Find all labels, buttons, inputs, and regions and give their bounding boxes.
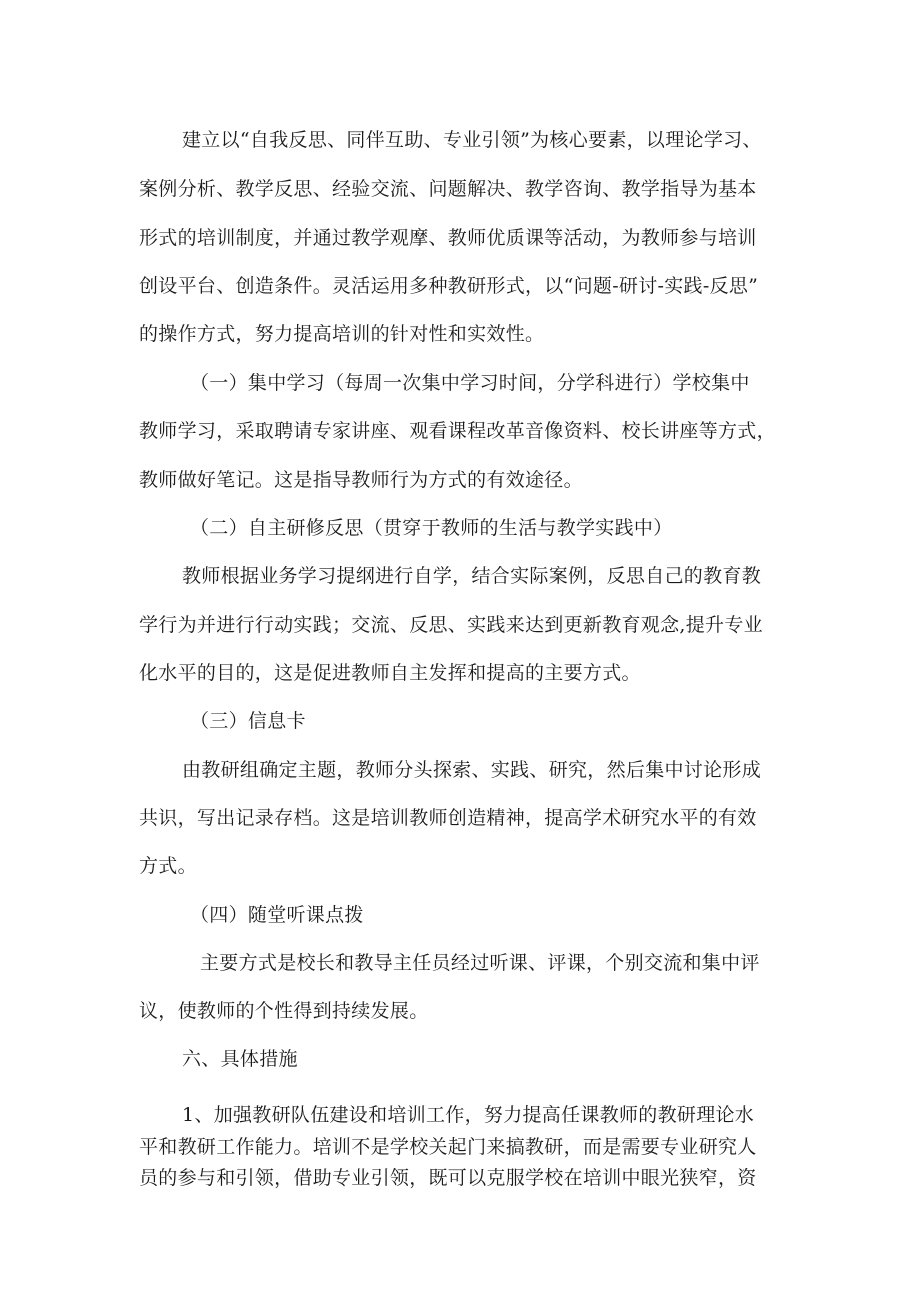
paragraph-line: 案例分析、教学反思、经验交流、问题解决、教学咨询、教学指导为基本 <box>139 178 757 200</box>
paragraph-line: 学行为并进行行动实践；交流、反思、实践来达到更新教育观念,提升专业 <box>139 614 763 636</box>
paragraph-line: 平和教研工作能力。培训不是学校关起门来搞教研，而是需要专业研究人 <box>139 1136 757 1158</box>
section-heading-line: （四）随堂听课点拨 <box>190 904 364 926</box>
paragraph-line: 由教研组确定主题，教师分头探索、实践、研究，然后集中讨论形成 <box>182 759 762 781</box>
paragraph-line: 形式的培训制度，并通过教学观摩、教师优质课等活动，为教师参与培训 <box>139 227 757 249</box>
paragraph-line: 共识，写出记录存档。这是培训教师创造精神，提高学术研究水平的有效 <box>139 807 757 829</box>
paragraph-line: 创设平台、创造条件。灵活运用多种教研形式，以“问题-研讨-实践-反思” <box>139 275 759 297</box>
paragraph-line: 的操作方式，努力提高培训的针对性和实效性。 <box>139 323 545 345</box>
paragraph-line: 教师做好笔记。这是指导教师行为方式的有效途径。 <box>139 469 583 491</box>
paragraph-line: 主要方式是校长和教导主任员经过听课、评课，个别交流和集中评 <box>200 952 760 974</box>
paragraph-line: 员的参与和引领，借助专业引领，既可以克服学校在培训中眼光狭窄，资 <box>139 1167 757 1189</box>
paragraph-line: 化水平的目的，这是促进教师自主发挥和提高的主要方式。 <box>139 662 641 684</box>
paragraph-line: 建立以“自我反思、同伴互助、专业引领”为核心要素，以理论学习、 <box>182 129 762 151</box>
paragraph-line: 1、加强教研队伍建设和培训工作，努力提高任课教师的教研理论水 <box>182 1104 755 1126</box>
paragraph-line: 教师学习，采取聘请专家讲座、观看课程改革音像资料、校长讲座等方式， <box>139 420 776 442</box>
paragraph-line: 教师根据业务学习提纲进行自学，结合实际案例，反思自己的教育教 <box>182 565 762 587</box>
section-heading-line: 六、具体措施 <box>182 1048 298 1070</box>
paragraph-line: 方式。 <box>139 855 197 877</box>
section-heading-line: （二）自主研修反思（贯穿于教师的生活与教学实践中） <box>190 517 673 539</box>
section-heading-line: （一）集中学习（每周一次集中学习时间，分学科进行）学校集中 <box>190 372 750 394</box>
section-heading-line: （三）信息卡 <box>190 710 306 732</box>
paragraph-line: 议，使教师的个性得到持续发展。 <box>139 1000 429 1022</box>
